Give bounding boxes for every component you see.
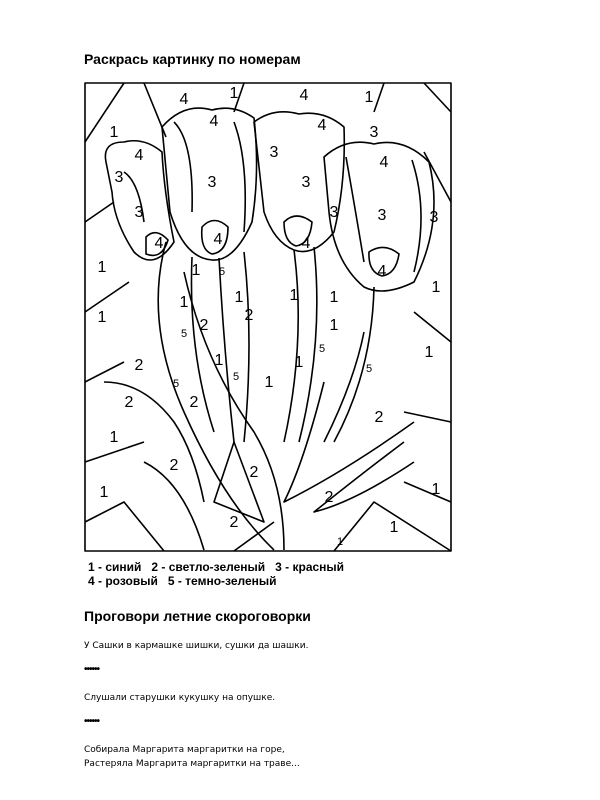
svg-text:2: 2 — [169, 457, 179, 474]
svg-text:4: 4 — [179, 91, 189, 108]
separator-2: •••••• — [84, 716, 100, 727]
svg-text:5: 5 — [180, 328, 188, 340]
svg-text:2: 2 — [244, 307, 254, 324]
svg-text:1: 1 — [99, 484, 109, 501]
svg-text:1: 1 — [191, 262, 201, 279]
separator-1: •••••• — [84, 664, 100, 675]
svg-text:1: 1 — [179, 294, 189, 311]
svg-text:5: 5 — [318, 343, 326, 355]
page-title: Раскрась картинку по номерам — [84, 51, 301, 67]
svg-text:1: 1 — [97, 259, 107, 276]
svg-text:2: 2 — [189, 394, 199, 411]
svg-text:3: 3 — [329, 204, 339, 221]
svg-text:1: 1 — [329, 289, 339, 306]
svg-text:5: 5 — [365, 363, 373, 375]
svg-text:4: 4 — [377, 263, 387, 280]
svg-text:5: 5 — [172, 378, 180, 390]
svg-text:1: 1 — [109, 429, 119, 446]
svg-text:2: 2 — [134, 357, 144, 374]
svg-text:4: 4 — [213, 231, 223, 248]
svg-text:4: 4 — [301, 235, 311, 252]
svg-text:1: 1 — [214, 352, 224, 369]
svg-text:2: 2 — [199, 317, 209, 334]
svg-text:1: 1 — [289, 287, 299, 304]
svg-text:1: 1 — [264, 374, 274, 391]
svg-text:1: 1 — [294, 354, 304, 371]
svg-text:3: 3 — [377, 207, 387, 224]
color-legend-line-1: 1 - синий 2 - светло-зеленый 3 - красный — [88, 560, 345, 574]
svg-text:4: 4 — [134, 147, 144, 164]
svg-text:1: 1 — [431, 481, 441, 498]
tongue-twister-3-line-2: Растеряла Маргарита маргаритки на траве... — [84, 759, 300, 769]
svg-text:1: 1 — [229, 85, 239, 102]
color-legend-line-2: 4 - розовый 5 - темно-зеленый — [88, 574, 277, 588]
coloring-picture — [84, 82, 452, 552]
svg-text:1: 1 — [431, 279, 441, 296]
svg-text:1: 1 — [424, 344, 434, 361]
svg-text:2: 2 — [124, 394, 134, 411]
svg-text:4: 4 — [209, 113, 219, 130]
svg-text:5: 5 — [218, 266, 226, 278]
svg-text:3: 3 — [429, 209, 439, 226]
tongue-twister-3-line-1: Собирала Маргарита маргаритки на горе, — [84, 745, 285, 755]
svg-text:1: 1 — [109, 124, 119, 141]
svg-text:1: 1 — [389, 519, 399, 536]
svg-text:4: 4 — [154, 235, 164, 252]
svg-text:2: 2 — [249, 464, 259, 481]
svg-text:2: 2 — [229, 514, 239, 531]
svg-text:3: 3 — [114, 169, 124, 186]
svg-text:1: 1 — [329, 317, 339, 334]
svg-text:3: 3 — [301, 174, 311, 191]
svg-text:3: 3 — [269, 144, 279, 161]
svg-text:4: 4 — [317, 117, 327, 134]
svg-text:5: 5 — [232, 371, 240, 383]
svg-text:3: 3 — [207, 174, 217, 191]
svg-text:3: 3 — [134, 204, 144, 221]
section-title: Проговори летние скороговорки — [84, 608, 311, 624]
svg-text:2: 2 — [374, 409, 384, 426]
svg-text:1: 1 — [336, 536, 344, 548]
svg-text:1: 1 — [234, 289, 244, 306]
svg-text:4: 4 — [379, 154, 389, 171]
svg-text:1: 1 — [364, 89, 374, 106]
tongue-twister-1: У Сашки в кармашке шишки, сушки да шашки. — [84, 641, 309, 651]
svg-text:1: 1 — [97, 309, 107, 326]
svg-text:4: 4 — [299, 87, 309, 104]
svg-text:2: 2 — [324, 489, 334, 506]
svg-text:3: 3 — [369, 124, 379, 141]
tongue-twister-2: Слушали старушки кукушку на опушке. — [84, 693, 276, 703]
